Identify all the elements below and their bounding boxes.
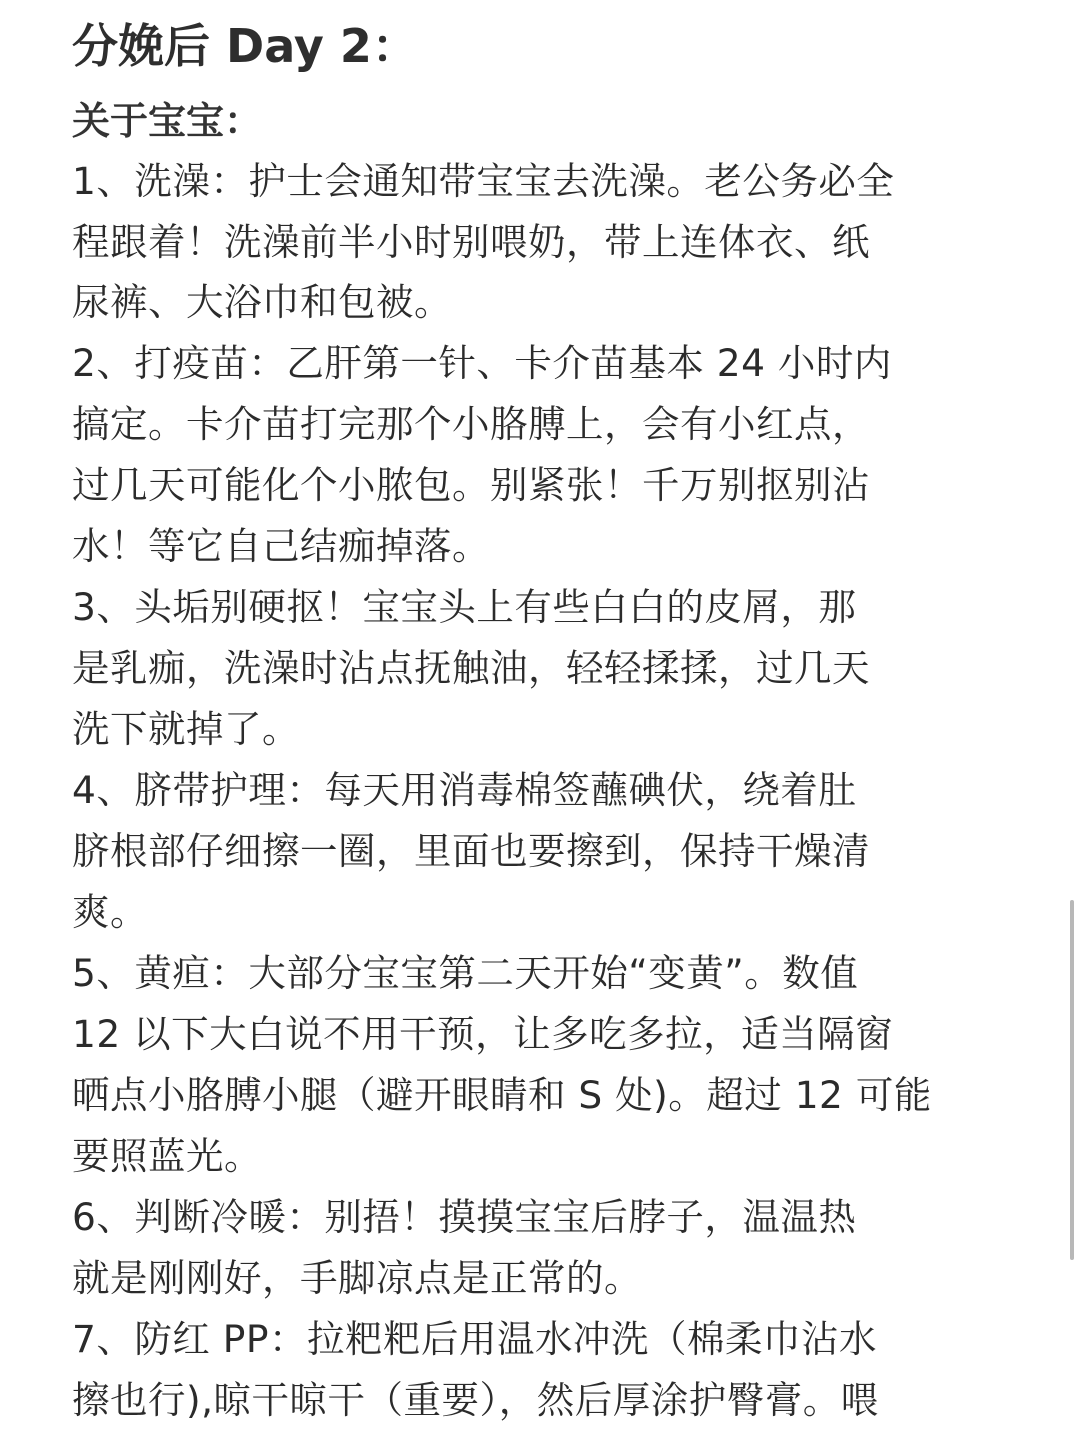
text-line: 是乳痂，洗澡时沾点抚触油，轻轻揉揉，过几天: [72, 646, 870, 690]
text-line: 晒点小胳膊小腿（避开眼睛和 S 处)。超过 12 可能: [72, 1073, 932, 1117]
text-line: 就是刚刚好，手脚凉点是正常的。: [72, 1256, 642, 1300]
scrollbar[interactable]: [1070, 900, 1074, 1260]
text-line: 2、打疫苗：乙肝第一针、卡介苗基本 24 小时内: [72, 341, 892, 385]
text-line: 4、脐带护理：每天用消毒棉签蘸碘伏，绕着肚: [72, 768, 857, 812]
text-line: 洗下就掉了。: [72, 707, 300, 751]
text-line: 擦也行),晾干晾干（重要），然后厚涂护臀膏。喂: [72, 1378, 879, 1422]
page-title: 分娩后 Day 2：: [72, 19, 418, 73]
text-line: 要照蓝光。: [72, 1134, 262, 1178]
text-line: 脐根部仔细擦一圈，里面也要擦到，保持干燥清: [72, 829, 870, 873]
section-heading: 关于宝宝：: [72, 99, 263, 143]
text-line: 程跟着！洗澡前半小时别喂奶，带上连体衣、纸: [72, 220, 870, 264]
text-line: 1、洗澡：护士会通知带宝宝去洗澡。老公务必全: [72, 159, 895, 203]
text-line: 7、防红 PP：拉粑粑后用温水冲洗（棉柔巾沾水: [72, 1317, 878, 1361]
text-line: 5、黄疸：大部分宝宝第二天开始“变黄”。数值: [72, 951, 859, 995]
text-line: 水！等它自己结痂掉落。: [72, 524, 490, 568]
text-line: 6、判断冷暖：别捂！摸摸宝宝后脖子，温温热: [72, 1195, 857, 1239]
text-line: 3、头垢别硬抠！宝宝头上有些白白的皮屑，那: [72, 585, 857, 629]
text-line: 尿裤、大浴巾和包被。: [72, 280, 452, 324]
text-line: 爽。: [72, 890, 148, 934]
text-line: 搞定。卡介苗打完那个小胳膊上，会有小红点，: [72, 402, 870, 446]
text-line: 过几天可能化个小脓包。别紧张！千万别抠别沾: [72, 463, 870, 507]
text-line: 12 以下大白说不用干预，让多吃多拉，适当隔窗: [72, 1012, 894, 1056]
